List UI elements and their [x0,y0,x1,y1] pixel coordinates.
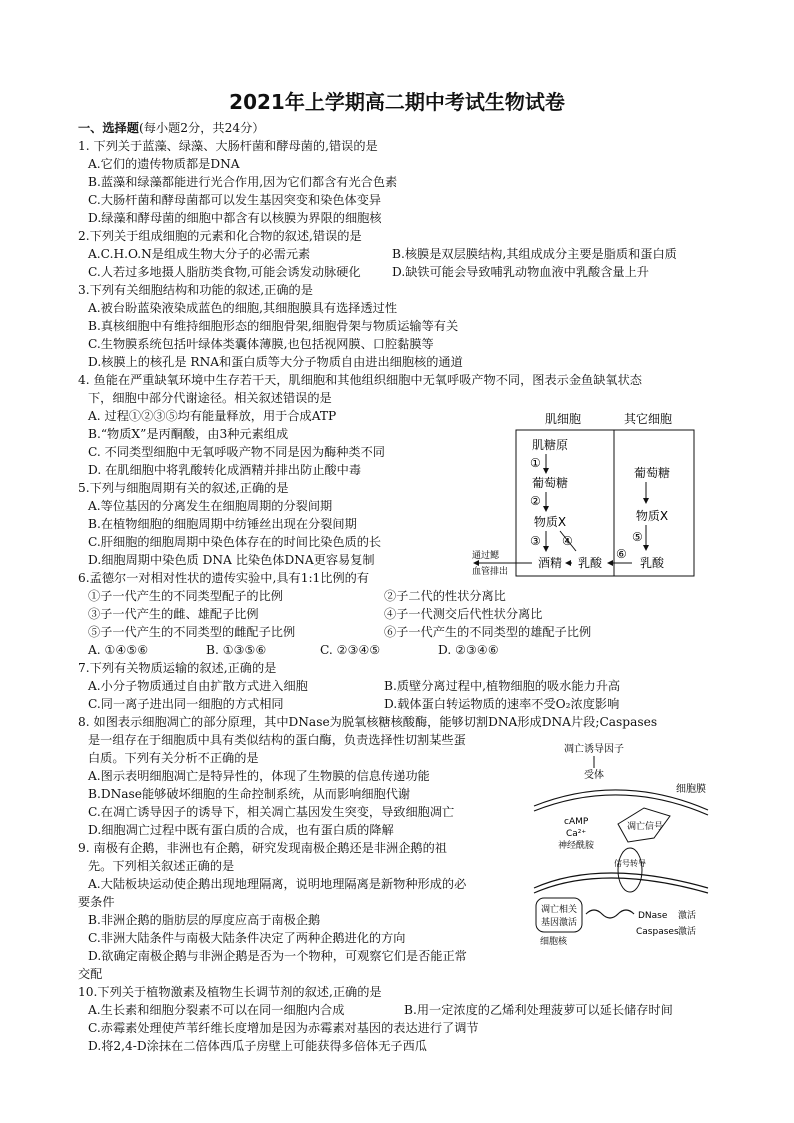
question-8-stem-line2: 是一组存在于细胞质中具有类似结构的蛋白酶，负责选择性切割某些蛋 [88,733,466,747]
question-5-option-d: D.细胞周期中染色质 DNA 比染色体DNA更容易复制 [88,553,375,567]
question-4-option-d: D. 在肌细胞中将乳酸转化成酒精并排出防止酸中毒 [88,463,362,477]
question-6-item-6: ⑥子一代产生的不同类型的雄配子比例 [384,625,592,639]
muscle-glucose-label: 葡萄糖 [531,476,569,490]
ceramide-label: 神经酰胺 [558,841,595,851]
receptor-label: 受体 [584,770,604,781]
exit-label-1: 通过鳃 [472,551,500,561]
question-9-option-b: B.非洲企鹅的脂肪层的厚度应高于南极企鹅 [88,913,321,927]
question-6-option-a: A. ①④⑤⑥ [88,643,149,657]
question-4-option-b: B.“物质X”是丙酮酸，由3种元素组成 [88,427,289,441]
question-1-option-d: D.绿藻和酵母菌的细胞中都含有以核膜为界限的细胞核 [88,211,382,225]
apoptosis-signal-label: 凋亡信号 [626,822,664,832]
question-8-option-a: A.图示表明细胞凋亡是特异性的，体现了生物膜的信息传递功能 [88,769,430,783]
question-9-option-a-cont: 要条件 [78,895,115,909]
other-cell-header: 其它细胞 [623,412,673,426]
question-6-option-c: C. ②③④⑤ [320,643,381,657]
membrane-label: 细胞膜 [676,784,706,795]
other-matter-x-label: 物质X [635,509,669,523]
step-5-label: ⑤ [632,530,643,544]
transduction-label: 信号转导 [614,859,646,868]
question-10-stem: 10.下列关于植物激素及植物生长调节剂的叙述,正确的是 [78,985,382,999]
question-9-option-d: D.欲确定南极企鹅与非洲企鹅是否为一个物种，可观察它们是否能正常 [88,949,467,963]
question-9-stem-line1: 9. 南极有企鹅，非洲也有企鹅，研究发现南极企鹅还是非洲企鹅的祖 [78,841,447,855]
page-title: 2021年上学期高二期中考试生物试卷 [229,90,565,114]
question-6-item-1: ①子一代产生的不同类型配子的比例 [88,589,283,603]
question-1-stem: 1. 下列关于蓝藻、绿藻、大肠杆菌和酵母菌的,错误的是 [78,139,378,153]
muscle-cell-header: 肌细胞 [544,412,582,426]
dnase-label: DNase [638,911,668,921]
caspases-activation-label: 激活 [678,927,697,937]
inducing-factor-label: 凋亡诱导因子 [564,744,624,755]
apoptosis-figure [532,738,710,948]
metabolic-pathway-figure [468,405,700,583]
question-3-option-c: C.生物膜系统包括叶绿体类囊体薄膜,也包括视网膜、口腔黏膜等 [88,337,434,351]
gene-activation-label-2: 基因激活 [540,918,578,928]
question-6-item-5: ⑤子一代产生的不同类型的雌配子比例 [88,625,296,639]
question-4-option-c: C. 不同类型细胞中无氧呼吸产物不同是因为酶种类不同 [88,445,385,459]
question-6-option-d: D. ②③④⑥ [438,643,499,657]
question-7-stem: 7.下列有关物质运输的叙述,正确的是 [78,661,277,675]
question-4-option-a: A. 过程①②③⑤均有能量释放，用于合成ATP [88,409,337,423]
question-5-option-b: B.在植物细胞的细胞周期中纺锤丝出现在分裂间期 [88,517,357,531]
muscle-matter-x-label: 物质X [533,515,567,529]
section-note: (每小题2分，共24分） [138,121,265,135]
question-8-stem-line1: 8. 如图表示细胞凋亡的部分原理，其中DNase为脱氧核糖核酸酶，能够切割DNA形成DNA片段;Caspases [78,715,658,729]
step-6-label: ⑥ [616,547,627,561]
question-9-option-a: A.大陆板块运动使企鹅出现地理隔离，说明地理隔离是新物种形成的必 [88,877,467,891]
calcium-label: Ca²⁺ [566,829,587,839]
step-2-label: ② [530,494,541,508]
question-7-option-d: D.载体蛋白转运物质的速率不受O₂浓度影响 [384,697,620,711]
other-glucose-label: 葡萄糖 [633,466,671,480]
question-1-option-c: C.大肠杆菌和酵母菌都可以发生基因突变和染色体变异 [88,193,382,207]
question-7-option-b: B.质壁分离过程中,植物细胞的吸水能力升高 [384,679,621,693]
question-8-option-d: D.细胞凋亡过程中既有蛋白质的合成，也有蛋白质的降解 [88,823,394,837]
question-5-stem: 5.下列与细胞周期有关的叙述,正确的是 [78,481,289,495]
question-3-stem: 3.下列有关细胞结构和功能的叙述,正确的是 [78,283,313,297]
alcohol-label: 酒精 [537,556,563,570]
step-3-label: ③ [530,534,541,548]
question-9-option-c: C.非洲大陆条件与南极大陆条件决定了两种企鹅进化的方向 [88,931,406,945]
question-5-option-c: C.肝细胞的细胞周期中染色体存在的时间比染色质的长 [88,535,382,549]
question-4-stem-line1: 4. 鱼能在严重缺氧环境中生存若干天，肌细胞和其他组织细胞中无氧呼吸产物不同，图表示金鱼缺氧状态 [78,373,642,387]
question-2-option-b: B.核膜是双层膜结构,其组成成分主要是脂质和蛋白质 [392,247,677,261]
caspases-label: Caspases [636,927,679,937]
other-lactate-label: 乳酸 [639,556,665,570]
gene-activation-label-1: 凋亡相关 [540,905,578,915]
signal-transduction-shape [618,848,642,892]
question-7-option-a: A.小分子物质通过自由扩散方式进入细胞 [88,679,308,693]
muscle-lactate-label: 乳酸 [577,556,603,570]
dna-strand [586,910,634,918]
question-8-stem-line3: 白质。下列有关分析不正确的是 [88,751,259,765]
question-6-stem: 6.孟德尔一对相对性状的遗传实验中,具有1:1比例的有 [78,571,370,585]
glycogen-label: 肌糖原 [531,438,569,452]
question-2-stem: 2.下列关于组成细胞的元素和化合物的叙述,错误的是 [78,229,362,243]
question-1-option-a: A.它们的遗传物质都是DNA [88,157,240,171]
question-9-option-d-cont: 交配 [78,967,103,981]
question-6-item-2: ②子二代的性状分离比 [384,589,506,603]
question-10-option-b: B.用一定浓度的乙烯利处理菠萝可以延长储存时间 [404,1003,673,1017]
question-3-option-d: D.核膜上的核孔是 RNA和蛋白质等大分子物质自由进出细胞核的通道 [88,355,463,369]
question-5-option-a: A.等位基因的分离发生在细胞周期的分裂间期 [88,499,333,513]
question-3-option-b: B.真核细胞中有维持细胞形态的细胞骨架,细胞骨架与物质运输等有关 [88,319,459,333]
question-1-option-b: B.蓝藻和绿藻都能进行光合作用,因为它们都含有光合色素 [88,175,398,189]
question-8-option-c: C.在凋亡诱导因子的诱导下，相关凋亡基因发生突变，导致细胞凋亡 [88,805,455,819]
question-4-stem-line2: 下，细胞中部分代谢途径。相关叙述错误的是 [88,391,332,405]
exit-label-2: 血管排出 [472,567,509,577]
question-2-option-d: D.缺铁可能会导致哺乳动物血液中乳酸含量上升 [392,265,649,279]
question-2-option-c: C.人若过多地摄人脂肪类食物,可能会诱发动脉硬化 [88,265,361,279]
question-6-option-b: B. ①③⑤⑥ [206,643,267,657]
question-8-option-b: B.DNase能够破坏细胞的生命控制系统，从而影响细胞代谢 [88,787,411,801]
step-1-label: ① [530,456,541,470]
nucleus-label: 细胞核 [540,937,568,947]
question-3-option-a: A.被台盼蓝染液染成蓝色的细胞,其细胞膜具有选择透过性 [88,301,398,315]
question-6-item-4: ④子一代测交后代性状分离比 [384,607,543,621]
section-title: 一、选择题 [78,121,139,135]
question-9-stem-line2: 先。下列相关叙述正确的是 [88,859,235,873]
question-7-option-c: C.同一离子进出同一细胞的方式相同 [88,697,284,711]
question-10-option-d: D.将2,4-D涂抹在二倍体西瓜子房壁上可能获得多倍体无子西瓜 [88,1039,427,1053]
question-2-option-a: A.C.H.O.N是组成生物大分子的必需元素 [88,247,311,261]
dnase-activation-label: 激活 [678,911,697,921]
step-4-label: ④ [562,534,573,548]
question-6-item-3: ③子一代产生的雌、雄配子比例 [88,607,259,621]
question-10-option-a: A.生长素和细胞分裂素不可以在同一细胞内合成 [88,1003,345,1017]
camp-label: cAMP [564,817,589,827]
section-heading [78,120,264,137]
question-10-option-c: C.赤霉素处理使芦苇纤维长度增加是因为赤霉素对基因的表达进行了调节 [88,1021,479,1035]
